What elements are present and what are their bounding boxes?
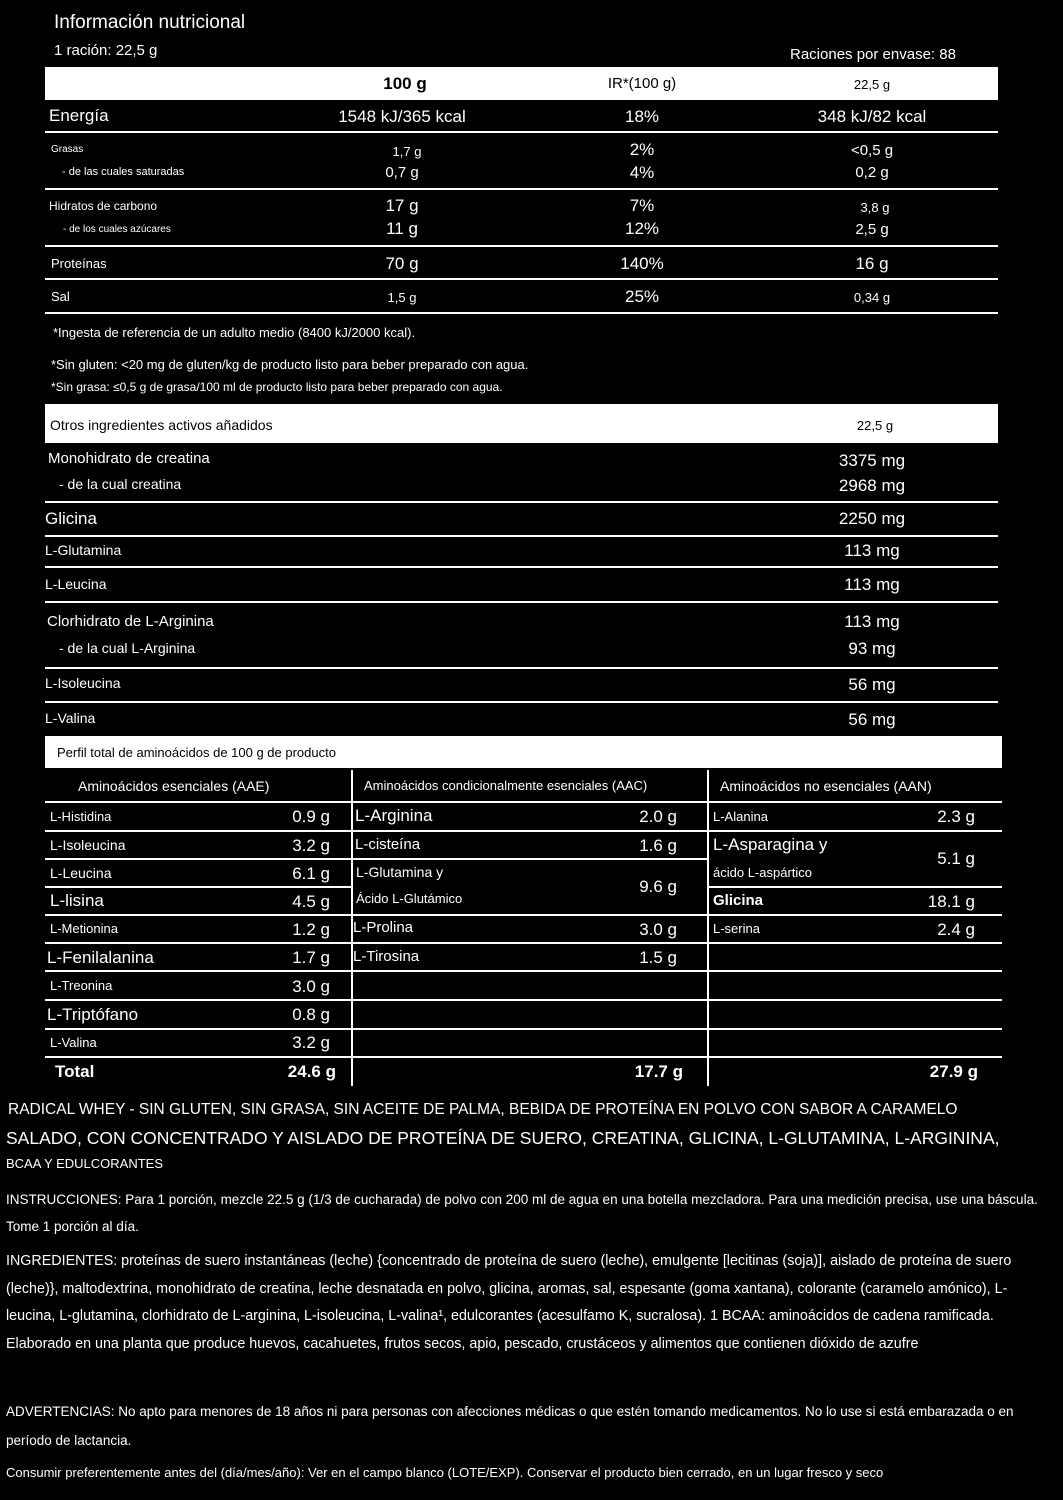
divider: [45, 535, 998, 537]
note-fat-free: *Sin grasa: ≤0,5 g de grasa/100 ml de producto listo para beber preparado con agua.: [51, 380, 503, 394]
row-ir: 12%: [624, 219, 660, 238]
divider: [45, 501, 998, 503]
aac-name: L-Prolina: [353, 919, 414, 936]
aae-value: 0.8 g: [292, 1005, 330, 1024]
divider: [708, 801, 1002, 803]
aac-value: 2.0 g: [639, 807, 677, 826]
row-serving: 16 g: [855, 254, 889, 273]
divider: [45, 278, 998, 280]
nutrition-header-bar: [45, 67, 998, 100]
amino-title: Perfil total de aminoácidos de 100 g de producto: [57, 745, 336, 760]
divider: [45, 999, 352, 1001]
row-100g: 1,5 g: [387, 290, 417, 305]
aae-value: 4.5 g: [292, 892, 330, 911]
amino-total-aan: 27.9 g: [929, 1062, 978, 1081]
aac-name: L-Arginina: [355, 806, 433, 825]
others-label: - de la cual creatina: [59, 476, 182, 492]
divider: [45, 188, 998, 190]
storage-text: Consumir preferentemente antes del (día/mes/año): Ver en el campo blanco (LOTE/EXP). Conservar el producto bien cerrado, en un lugar fresco y seco: [6, 1465, 884, 1480]
amino-col-aae: Aminoácidos esenciales (AAE): [78, 778, 270, 794]
aae-value: 1.7 g: [292, 948, 330, 967]
amino-total-label: Total: [55, 1062, 95, 1081]
aae-name: L-Triptófano: [47, 1005, 139, 1024]
aac-value: 1.5 g: [639, 948, 677, 967]
divider: [708, 1056, 1002, 1058]
others-value: 93 mg: [848, 639, 896, 658]
row-100g: 70 g: [385, 254, 419, 273]
product-name-line2: SALADO, CON CONCENTRADO Y AISLADO DE PROTEÍNA DE SUERO, CREATINA, GLICINA, L-GLUTAMINA, L-ARGININA,: [6, 1128, 1000, 1148]
divider: [45, 566, 998, 568]
col-100g: 100 g: [383, 74, 427, 93]
others-label: Glicina: [45, 509, 97, 528]
col-serving: 22,5 g: [853, 77, 891, 92]
divider: [708, 942, 1002, 944]
row-100g: 1548 kJ/365 kcal: [338, 107, 466, 126]
divider: [352, 1056, 708, 1058]
aan-value: 18.1 g: [927, 892, 975, 911]
column-divider: [707, 770, 709, 1086]
row-label: Proteínas: [51, 256, 107, 271]
serving-size: 1 ración: 22,5 g: [54, 42, 158, 59]
row-100g: 0,7 g: [385, 164, 419, 181]
amino-col-aan: Aminoácidos no esenciales (AAN): [720, 778, 932, 794]
divider: [352, 801, 708, 803]
row-label: Sal: [51, 289, 70, 304]
row-ir: 140%: [620, 254, 664, 273]
aae-value: 0.9 g: [292, 807, 330, 826]
aac-value: 1.6 g: [639, 836, 677, 855]
divider: [708, 830, 1002, 832]
others-title: Otros ingredientes activos añadidos: [50, 417, 273, 433]
divider: [352, 830, 708, 832]
divider: [45, 667, 998, 669]
others-label: L-Glutamina: [45, 542, 122, 558]
row-label: - de las cuales saturadas: [62, 166, 185, 178]
aac-name: L-cisteína: [355, 836, 421, 853]
aae-value: 3.2 g: [292, 836, 330, 855]
others-value: 56 mg: [848, 710, 896, 729]
divider: [45, 312, 998, 314]
aae-name: L-Isoleucina: [50, 837, 126, 853]
aan-name: L-Asparagina y: [713, 835, 828, 854]
row-ir: 25%: [624, 287, 660, 306]
aan-name-line2: ácido L-aspártico: [713, 865, 812, 880]
aan-value: 2.3 g: [937, 807, 975, 826]
aae-value: 1.2 g: [292, 920, 330, 939]
aae-name: L-Histidina: [50, 809, 112, 824]
aae-value: 3.2 g: [292, 1033, 330, 1052]
divider: [45, 858, 352, 860]
aae-name: L-Valina: [50, 1035, 97, 1050]
label-title: Información nutricional: [54, 12, 246, 33]
row-serving: <0,5 g: [850, 142, 894, 159]
aac-name: L-Glutamina y: [356, 864, 444, 880]
warnings-text: ADVERTENCIAS: No apto para menores de 18 años ni para personas con afecciones médicas o que estén tomando medicamentos. No lo use si está embarazada o en período de lactancia.: [6, 1404, 1014, 1448]
aan-name: Glicina: [713, 892, 764, 909]
divider: [45, 801, 352, 803]
divider: [708, 914, 1002, 916]
row-serving: 0,2 g: [855, 164, 889, 181]
note-reference-intake: *Ingesta de referencia de un adulto medio (8400 kJ/2000 kcal).: [53, 325, 416, 340]
product-name-line3: BCAA Y EDULCORANTES: [6, 1156, 164, 1171]
others-value: 113 mg: [844, 612, 900, 631]
others-label: L-Leucina: [45, 576, 107, 592]
others-label: Clorhidrato de L-Arginina: [47, 613, 214, 630]
divider: [45, 601, 998, 603]
aae-name: L-Leucina: [50, 865, 112, 881]
aae-name: L-Treonina: [50, 978, 113, 993]
divider: [45, 830, 352, 832]
others-value: 2968 mg: [838, 476, 906, 495]
servings-per-pack: Raciones por envase: 88: [790, 46, 956, 63]
amino-total-aac: 17.7 g: [634, 1062, 683, 1081]
divider: [45, 131, 998, 133]
others-value: 113 mg: [844, 575, 900, 594]
aae-name: L-Metionina: [50, 921, 118, 936]
others-label: L-Isoleucina: [45, 675, 121, 691]
others-label: L-Valina: [45, 710, 96, 726]
divider: [708, 999, 1002, 1001]
divider: [352, 858, 708, 860]
note-gluten-free: *Sin gluten: <20 mg de gluten/kg de producto listo para beber preparado con agua.: [51, 357, 529, 372]
aan-name: L-serina: [713, 921, 760, 936]
aae-value: 6.1 g: [292, 864, 330, 883]
others-col: 22,5 g: [856, 418, 894, 433]
row-100g: 17 g: [385, 196, 419, 215]
row-label: Grasas: [51, 144, 84, 155]
others-value: 113 mg: [844, 541, 900, 560]
row-serving: 3,8 g: [860, 200, 890, 215]
row-label: - de los cuales azúcares: [63, 224, 171, 235]
row-100g: 1,7 g: [392, 144, 422, 159]
divider: [45, 970, 352, 972]
row-serving: 2,5 g: [855, 221, 889, 238]
aan-value: 2.4 g: [937, 920, 975, 939]
divider: [352, 914, 708, 916]
ingredients-text: INGREDIENTES: proteínas de suero instantáneas (leche) {concentrado de proteína de suero (leche), emulgente [lecitinas (soja)], aislado de proteína de suero (leche)}, maltodextrina, monohidrato de creatina, leche desnatada en polvo, glicina, aromas, sal, espesante (goma xantana), colorante (caramelo amónico), L-leucina, L-glutamina, clorhidrato de L-arginina, L-isoleucina, L-valina¹, edulcorantes (acesulfamo K, sucralosa). 1 BCAA: aminoácidos de cadena ramificada. Elaborado en una planta que produce huevos, cacahuetes, frutos secos, apio, pescado, crustáceos y alimentos que contienen dióxido de azufre: [6, 1253, 1012, 1352]
row-ir: 2%: [629, 140, 655, 159]
row-ir: 18%: [624, 107, 660, 126]
aae-name: L-Fenilalanina: [47, 948, 154, 967]
divider: [708, 970, 1002, 972]
others-header-bar: [45, 404, 998, 443]
aac-value: 3.0 g: [639, 920, 677, 939]
divider: [708, 1028, 1002, 1030]
divider: [45, 886, 352, 888]
row-100g: 11 g: [386, 219, 418, 238]
divider: [352, 970, 708, 972]
row-serving: 348 kJ/82 kcal: [817, 107, 927, 126]
row-ir: 7%: [629, 196, 655, 215]
aac-name-line2: Ácido L-Glutámico: [356, 891, 463, 906]
divider: [45, 1028, 352, 1030]
row-label: Energía: [49, 106, 109, 125]
col-ir: IR*(100 g): [607, 75, 677, 92]
divider: [708, 886, 1002, 888]
divider: [352, 999, 708, 1001]
divider: [352, 1028, 708, 1030]
aae-value: 3.0 g: [292, 977, 330, 996]
others-value: 3375 mg: [838, 451, 906, 470]
divider: [45, 1056, 352, 1058]
row-serving: 0,34 g: [853, 290, 891, 305]
others-value: 56 mg: [848, 675, 896, 694]
others-value: 2250 mg: [838, 509, 906, 528]
others-label: - de la cual L-Arginina: [59, 640, 196, 656]
aan-value: 5.1 g: [937, 849, 975, 868]
divider: [45, 245, 998, 247]
amino-col-aac: Aminoácidos condicionalmente esenciales (AAC): [364, 778, 648, 793]
divider: [45, 942, 352, 944]
others-label: Monohidrato de creatina: [48, 450, 210, 467]
product-name-line1: RADICAL WHEY - SIN GLUTEN, SIN GRASA, SIN ACEITE DE PALMA, BEBIDA DE PROTEÍNA EN POLVO CON SABOR A CARAMELO: [8, 1101, 958, 1118]
aae-name: L-lisina: [50, 891, 104, 910]
divider: [352, 942, 708, 944]
aac-value: 9.6 g: [639, 877, 677, 896]
row-label: Hidratos de carbono: [49, 199, 158, 213]
row-ir: 4%: [629, 163, 655, 182]
instructions-text: INSTRUCCIONES: Para 1 porción, mezcle 22.5 g (1/3 de cucharada) de polvo con 200 ml de agua en una botella mezcladora. Para una medición precisa, use una báscula. Tome 1 porción al día.: [6, 1192, 1038, 1234]
aac-name: L-Tirosina: [353, 948, 420, 965]
aan-name: L-Alanina: [713, 809, 768, 824]
amino-total-aae: 24.6 g: [287, 1062, 336, 1081]
amino-header-bar: [45, 736, 1002, 768]
divider: [45, 914, 352, 916]
divider: [45, 701, 998, 703]
